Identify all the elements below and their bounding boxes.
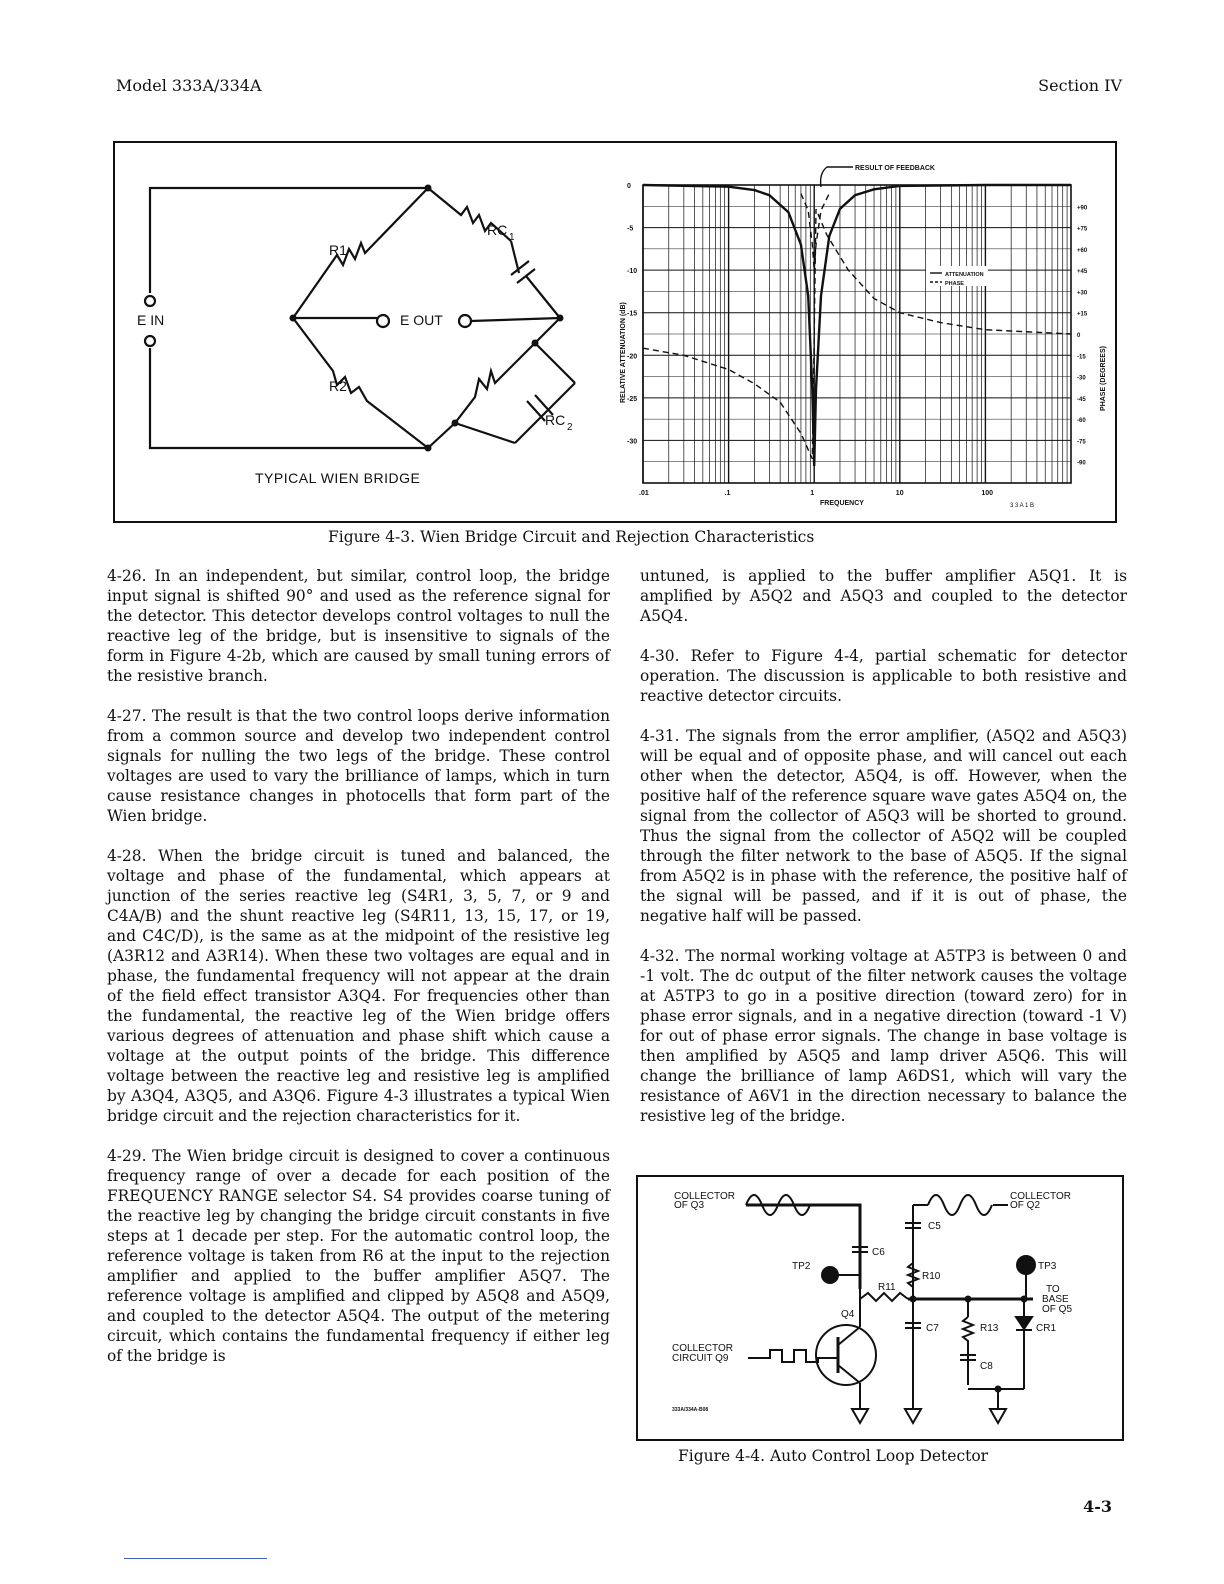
chart-y2-tick-label: -90	[1077, 460, 1086, 467]
r13-resistor	[963, 1317, 973, 1385]
chart-y-tick-label: -5	[627, 225, 634, 233]
chart-x-tick-label: .01	[639, 490, 649, 497]
q2-signal-wave	[928, 1195, 992, 1215]
tp2-dot	[822, 1267, 838, 1283]
to-base-label-3: OF Q5	[1042, 1304, 1073, 1315]
collector-q3-label: COLLECTOR	[674, 1191, 735, 1202]
chart-code: 3 3 A 1 B	[1010, 503, 1035, 509]
ground-1	[852, 1409, 868, 1423]
e-out-terminal-right	[459, 315, 471, 327]
r1-label: R1	[329, 242, 347, 258]
r1-resistor	[293, 188, 428, 318]
chart-y-tick-label: -25	[627, 395, 638, 403]
para-4-29: 4-29. The Wien bridge circuit is designed to cover a continuous frequency range of over a decade for each position of the FREQUENCY RANGE selector S4. S4 provides coarse tuning of the reactive leg by changing the bridge circuit constants in five steps at 1 decade per step. For the automatic control loop, the reference voltage is taken from R6 at the input to the rejection amplifier and applied to the buffer amplifier A5Q7. The reference voltage is amplified and clipped by A5Q8 and A5Q9, and coupled to the detector A5Q4. The output of the metering circuit, which contains the fundamental frequency if either leg of the bridge is	[107, 1147, 610, 1365]
collector-q2-label: COLLECTOR	[1010, 1191, 1071, 1202]
chart-y2-tick-label: +30	[1077, 290, 1088, 297]
tp3-dot	[1017, 1256, 1035, 1274]
page-number: 4-3	[1083, 1497, 1112, 1516]
chart-y2-tick-label: -15	[1077, 354, 1086, 361]
chart-x-tick-label: 1	[810, 490, 815, 497]
chart-y-tick-label: -30	[627, 438, 638, 446]
rc1-cap-plate-a	[511, 261, 529, 275]
detector-schematic	[746, 1195, 1035, 1423]
chart-y2-tick-label: -75	[1077, 439, 1086, 446]
cr1-label: CR1	[1036, 1323, 1057, 1334]
rc1-label: RC	[487, 222, 508, 238]
chart-legend-label: PHASE	[945, 281, 964, 287]
rc2-top-wire	[535, 318, 560, 343]
rc1-wire-2	[526, 276, 560, 318]
q4-label: Q4	[841, 1309, 855, 1320]
bridge-mid-right	[471, 318, 560, 321]
chart-xlabel: FREQUENCY	[820, 500, 864, 507]
c8-label: C8	[980, 1361, 993, 1372]
node-bus-mid	[965, 1296, 972, 1303]
chart-y-tick-label: -20	[627, 353, 638, 361]
para-4-27: 4-27. The result is that the two control loops derive information from a common source and develop two independent control signals for nulling the two legs of the bridge. These control voltages are used to vary the brilliance of lamps, which in turn cause resistance changes in photocells that form part of the Wien bridge.	[107, 707, 610, 825]
figure-4-3-drawing	[115, 143, 1119, 525]
para-4-30: 4-30. Refer to Figure 4-4, partial schematic for detector operation. The discussion is applicable to both resistive and reactive detector circuits.	[640, 647, 1127, 705]
node-rc2	[532, 340, 539, 347]
rc2-cap-wire-c	[455, 423, 515, 443]
scan-edge-line	[124, 1558, 267, 1559]
chart-y2-tick-label: -45	[1077, 396, 1086, 403]
r11-resistor	[860, 1293, 908, 1301]
collector-q3-label-2: OF Q3	[674, 1200, 705, 1211]
chart-y2-tick-label: 0	[1077, 333, 1081, 339]
collector-circuit-label: COLLECTOR	[672, 1343, 733, 1354]
rc1-subscript: 1	[509, 232, 515, 243]
node-bus-left	[910, 1296, 917, 1303]
chart-x-tick-label: 100	[981, 490, 994, 497]
figure-4-3	[113, 141, 1117, 523]
c5-label: C5	[928, 1221, 941, 1232]
figure-4-4-code: 333A/334A-B08	[672, 1407, 709, 1413]
q3-collector-wire	[746, 1205, 860, 1289]
q4-collector	[838, 1327, 860, 1345]
header-model: Model 333A/334A	[116, 76, 262, 95]
chart-y2-tick-label: +45	[1077, 269, 1088, 276]
left-column	[107, 566, 610, 1386]
input-top-wire	[150, 188, 428, 293]
e-in-terminal-top	[145, 296, 155, 306]
r11-label: R11	[878, 1282, 896, 1293]
e-out-label: E OUT	[400, 312, 443, 328]
node-bus-right	[1021, 1296, 1028, 1303]
para-4-26: 4-26. In an independent, but similar, control loop, the bridge input signal is shifted 90° and used as the reference signal for the detector. This detector develops control voltages to null the reactive leg of the bridge, but is insensitive to signals of the form in Figure 4-2b, which are caused by small tuning errors of the resistive branch.	[107, 567, 610, 685]
chart-ylabel: RELATIVE ATTENUATION (dB)	[620, 302, 627, 403]
node-rc2-b	[452, 420, 459, 427]
q4-emitter	[838, 1365, 860, 1383]
figure-4-4-caption: Figure 4-4. Auto Control Loop Detector	[678, 1447, 989, 1465]
para-4-28: 4-28. When the bridge circuit is tuned and balanced, the voltage and phase of the fundamental, which appears at junction of the series reactive leg (S4R1, 3, 5, 7, or 9 and C4A/B) and the shunt reactive leg (S4R11, 13, 15, 17, or 19, and C4C/D), is the same as at the midpoint of the resistive leg (A3R12 and A3R14). When these two voltages are equal and in phase, the fundamental frequency will not appear at the drain of the field effect transistor A3Q4. For frequencies other than the fundamental, the reactive leg of the Wien bridge offers various degrees of attenuation and phase shift which cause a voltage at the output points of the bridge. This difference voltage between the reactive leg and resistive leg is amplified by A3Q4, A3Q5, and A3Q6. Figure 4-3 illustrates a typical Wien bridge circuit and the rejection characteristics for it.	[107, 847, 610, 1125]
q9-square-wave	[748, 1350, 838, 1362]
rc1-wire	[511, 241, 519, 273]
collector-q2-label-2: OF Q2	[1010, 1200, 1041, 1211]
r10-label: R10	[922, 1271, 941, 1282]
chart-y2-tick-label: +75	[1077, 226, 1088, 233]
to-base-label-2: BASE	[1042, 1294, 1069, 1305]
ground-3	[990, 1409, 1006, 1423]
e-in-label: E IN	[137, 312, 165, 328]
input-bottom-wire	[150, 348, 428, 448]
c7-label: C7	[926, 1323, 939, 1334]
chart-y-tick-label: -10	[627, 268, 638, 276]
node-right	[557, 315, 564, 322]
e-out-terminal-left	[377, 315, 389, 327]
to-base-label: TO	[1046, 1284, 1060, 1295]
chart-x-tick-label: .1	[724, 490, 731, 497]
chart-y-tick-label: -15	[627, 310, 638, 318]
q4-body	[816, 1325, 876, 1385]
rc2-cap-wire-a	[535, 343, 575, 383]
node-top	[425, 185, 432, 192]
figure-4-3-caption: Figure 4-3. Wien Bridge Circuit and Rejection Characteristics	[328, 528, 815, 546]
r2-resistor	[293, 318, 428, 448]
r2-label: R2	[329, 378, 347, 394]
e-in-terminal-bottom	[145, 336, 155, 346]
chart-annotation: RESULT OF FEEDBACK	[855, 165, 935, 172]
cr1-diode	[1016, 1317, 1032, 1329]
chart-y2-tick-label: -60	[1077, 418, 1086, 425]
r13-label: R13	[980, 1323, 999, 1334]
ground-2	[905, 1409, 921, 1423]
para-4-31: 4-31. The signals from the error amplifier, (A5Q2 and A5Q3) will be equal and of opposite phase, and will cancel out each other when the detector, A5Q4, is off. However, when the positive half of the reference square wave gates A5Q4 on, the signal from the collector of A5Q3 will be shorted to ground. Thus the signal from the collector of A5Q2 will be coupled through the filter network to the base of A5Q5. If the signal from A5Q2 is in phase with the reference, the positive half of the signal will be passed, and if it is out of phase, the negative half will be passed.	[640, 727, 1127, 925]
bridge-title: TYPICAL WIEN BRIDGE	[255, 470, 421, 486]
para-4-32: 4-32. The normal working voltage at A5TP3 is between 0 and -1 volt. The dc output of the filter network causes the voltage at A5TP3 to go in a positive direction (toward zero) for in phase error signals, and in a negative direction (toward -1 V) for out of phase error signals. The change in base voltage is then amplified by A5Q5 and lamp driver A5Q6. This will change the brilliance of lamp A6DS1, which will vary the resistance of A6V1 in the direction necessary to balance the resistive leg of the bridge.	[640, 947, 1127, 1125]
para-4-29-cont: untuned, is applied to the buffer amplifier A5Q1. It is amplified by A5Q2 and A5Q3 and coupled to the detector A5Q4.	[640, 567, 1127, 625]
right-column	[640, 566, 1127, 1146]
chart-y2-tick-label: +90	[1077, 205, 1088, 212]
tp2-label: TP2	[792, 1261, 811, 1272]
wien-bridge-schematic	[145, 188, 575, 448]
node-bottom	[425, 445, 432, 452]
rc2-label: RC	[545, 412, 566, 428]
chart-legend-label: ATTENUATION	[945, 272, 984, 278]
chart-y2label: PHASE (DEGREES)	[1100, 346, 1107, 411]
rejection-chart	[620, 165, 1107, 509]
chart-y2-tick-label: -30	[1077, 375, 1086, 382]
rc2-resistor	[455, 343, 535, 423]
node-left	[290, 315, 297, 322]
chart-y-tick-label: 0	[627, 183, 631, 190]
chart-legend	[926, 266, 988, 287]
figure-4-4	[636, 1175, 1124, 1441]
chart-grid	[643, 185, 1071, 483]
c6-label: C6	[872, 1247, 885, 1258]
collector-circuit-label-2: CIRCUIT Q9	[672, 1353, 729, 1364]
rc2-subscript: 2	[567, 422, 573, 433]
header-section: Section IV	[1038, 76, 1122, 95]
rc2-bottom-wire	[428, 423, 455, 448]
chart-annotation-arrow	[821, 167, 853, 187]
chart-y2-tick-label: +15	[1077, 311, 1088, 318]
node-c8-bottom	[995, 1386, 1002, 1393]
chart-y2-tick-label: +60	[1077, 247, 1088, 254]
tp3-label: TP3	[1038, 1261, 1057, 1272]
figure-4-4-drawing	[638, 1177, 1126, 1443]
chart-x-tick-label: 10	[895, 490, 904, 497]
